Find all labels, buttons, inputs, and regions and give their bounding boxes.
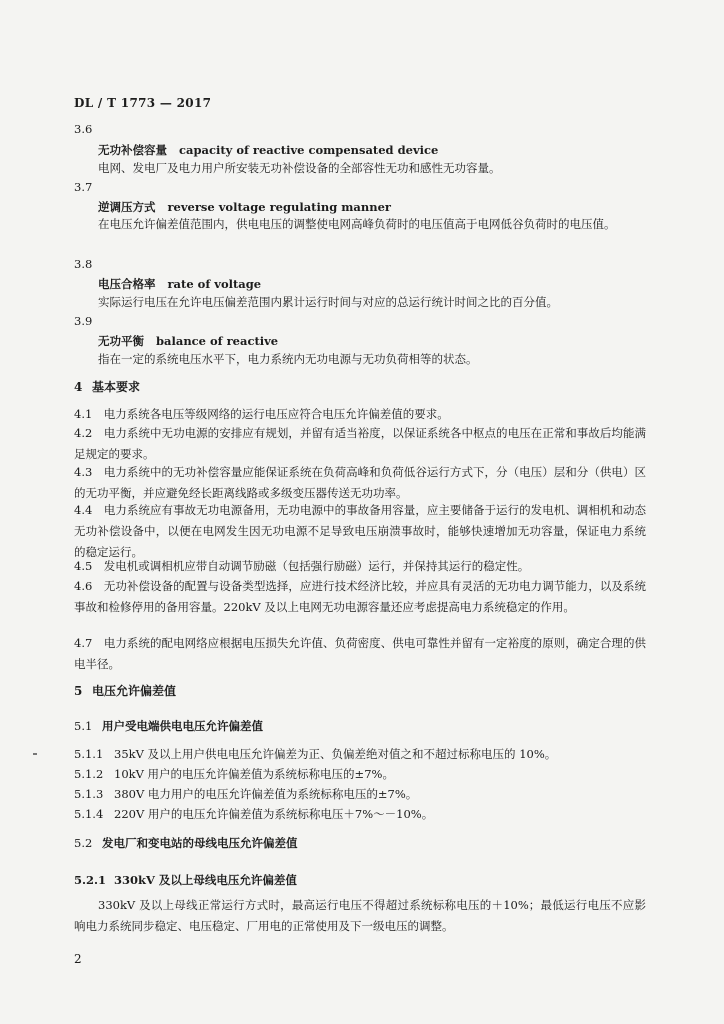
term-en: capacity of reactive compensated device (179, 143, 439, 157)
item-number: 5.1.1 (74, 747, 104, 761)
subsection-number: 5.1 (74, 719, 93, 733)
subsection-title: 发电厂和变电站的母线电压允许偏差值 (102, 836, 298, 850)
page-number: 2 (74, 952, 82, 966)
clause-paragraph: 4.7 电力系统的配电网络应根据电压损失允许值、负荷密度、供电可靠性并留有一定裕度的原则，确定合理的供电半径。 (74, 636, 646, 671)
term-heading (98, 142, 438, 158)
item-text: 380V 电力用户的电压允许偏差值为系统标称电压的±7%。 (114, 787, 418, 801)
section-heading (74, 682, 176, 699)
term-definition: 指在一定的系统电压水平下，电力系统内无功电源与无功负荷相等的状态。 (98, 352, 478, 366)
subsection-heading (74, 718, 263, 734)
clause-number: 3.8 (74, 257, 93, 271)
clause-paragraph: 4.3 电力系统中的无功补偿容量应能保证系统在负荷高峰和负荷低谷运行方式下，分（电压）层和分（供电）区的无功平衡，并应避免经长距离线路或多级变压器传送无功功率。 (74, 465, 646, 500)
clause-paragraph: 4.1 电力系统各电压等级网络的运行电压应符合电压允许偏差值的要求。 (74, 407, 449, 421)
clause-number: 3.9 (74, 314, 93, 328)
list-item (74, 786, 417, 802)
sub-subsection-title: 330kV 及以上母线电压允许偏差值 (114, 873, 297, 887)
subsection-number: 5.2 (74, 836, 93, 850)
scan-speck (33, 753, 37, 755)
sub-subsection-number: 5.2.1 (74, 873, 107, 887)
term-definition: 电网、发电厂及电力用户所安装无功补偿设备的全部容性无功和感性无功容量。 (98, 161, 501, 175)
item-text: 220V 用户的电压允许偏差值为系统标称电压＋7%～－10%。 (114, 807, 434, 821)
list-item (74, 746, 556, 762)
clause-paragraph: 4.5 发电机或调相机应带自动调节励磁（包括强行励磁）运行，并保持其运行的稳定性。 (74, 559, 530, 573)
item-number: 5.1.2 (74, 767, 104, 781)
term-en: rate of voltage (167, 277, 262, 291)
sub-subsection-heading (74, 872, 297, 888)
term-cn: 逆调压方式 (98, 200, 156, 214)
standard-header: DL / T 1773 — 2017 (74, 96, 212, 110)
subsection-title: 用户受电端供电电压允许偏差值 (102, 719, 263, 733)
item-text: 10kV 用户的电压允许偏差值为系统标称电压的±7%。 (114, 767, 394, 781)
section-heading (74, 378, 140, 395)
term-heading (98, 333, 278, 349)
term-en: balance of reactive (156, 334, 279, 348)
term-cn: 电压合格率 (98, 277, 156, 291)
term-definition: 实际运行电压在允许电压偏差范围内累计运行时间与对应的总运行统计时间之比的百分值。 (98, 295, 558, 309)
body-paragraph: 330kV 及以上母线正常运行方式时，最高运行电压不得超过系统标称电压的＋10%；最低运行电压不应影响电力系统同步稳定、电压稳定、厂用电的正常使用及下一级电压的调整。 (74, 898, 646, 933)
term-heading (98, 199, 391, 215)
term-heading (98, 276, 261, 292)
section-number: 5 (74, 684, 83, 698)
term-cn: 无功补偿容量 (98, 143, 167, 157)
list-item (74, 766, 394, 782)
section-number: 4 (74, 380, 83, 394)
list-item (74, 806, 433, 822)
subsection-heading (74, 835, 298, 851)
clause-paragraph: 4.6 无功补偿设备的配置与设备类型选择，应进行技术经济比较，并应具有灵活的无功电力调节能力，以及系统事故和检修停用的备用容量。220kV 及以上电网无功电源容量还应考虑提高电力系统稳定的作用。 (74, 579, 646, 614)
item-text: 35kV 及以上用户供电电压允许偏差为正、负偏差绝对值之和不超过标称电压的 10%。 (114, 747, 557, 761)
term-en: reverse voltage regulating manner (167, 200, 391, 214)
section-title: 电压允许偏差值 (92, 684, 177, 698)
item-number: 5.1.3 (74, 787, 104, 801)
clause-number: 3.7 (74, 180, 93, 194)
term-definition: 在电压允许偏差值范围内，供电电压的调整使电网高峰负荷时的电压值高于电网低谷负荷时的电压值。 (98, 217, 616, 231)
term-cn: 无功平衡 (98, 334, 144, 348)
item-number: 5.1.4 (74, 807, 104, 821)
clause-number: 3.6 (74, 122, 93, 136)
clause-paragraph: 4.2 电力系统中无功电源的安排应有规划，并留有适当裕度，以保证系统各中枢点的电压在正常和事故后均能满足规定的要求。 (74, 426, 646, 461)
section-title: 基本要求 (92, 380, 141, 394)
clause-paragraph: 4.4 电力系统应有事故无功电源备用，无功电源中的事故备用容量，应主要储备于运行的发电机、调相机和动态无功补偿设备中，以便在电网发生因无功电源不足导致电压崩溃事故时，能够快速增加无功容量，保证电力系统的稳定运行。 (74, 503, 646, 559)
